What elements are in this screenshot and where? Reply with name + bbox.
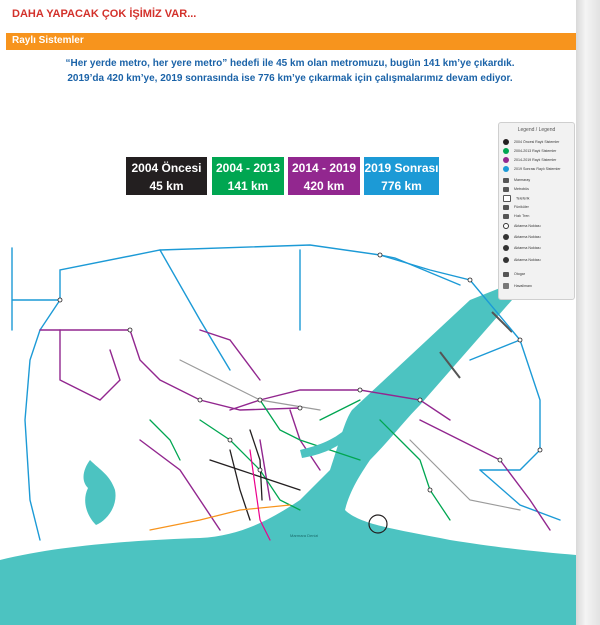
station — [418, 398, 422, 402]
legend-item: Hızlı Tren — [503, 213, 529, 220]
station — [518, 338, 522, 342]
line-blue-mid — [160, 250, 300, 370]
legend-item: 2004 Öncesi Raylı Sistemler — [503, 139, 559, 146]
black-line-dot-icon — [503, 139, 509, 145]
transfer-point-3-icon — [503, 245, 509, 251]
period-value: 45 km — [149, 179, 184, 193]
legend-item: 2004-2013 Raylı Sistemler — [503, 148, 556, 155]
station — [198, 398, 202, 402]
legend-item: Otogar — [503, 271, 525, 278]
period-value: 141 km — [227, 179, 269, 193]
bus-terminal-icon — [503, 272, 509, 277]
station — [378, 253, 382, 257]
lake — [84, 460, 116, 525]
period-value: 776 km — [381, 179, 422, 193]
station — [428, 488, 432, 492]
quote-line-1: “Her yerde metro, her yere metro” hedefi ile 45 km olan metromuzu, bugün 141 km’ye çıkardık. — [65, 58, 515, 69]
station — [298, 406, 302, 410]
metrobus-icon — [503, 187, 509, 192]
period-value: 420 km — [303, 179, 345, 193]
legend-item: 2014-2019 Raylı Sistemler — [503, 157, 556, 164]
legend-item: Marmaray — [503, 177, 530, 184]
station — [498, 458, 502, 462]
legend-item: Aktarma Noktası — [503, 234, 541, 241]
sea-label: Marmara Denizi — [290, 533, 319, 538]
legend-title: Legend / Legend — [517, 127, 556, 133]
blue-line-dot-icon — [503, 166, 509, 172]
airport-icon — [503, 283, 509, 289]
legend-item: Metrobüs — [503, 186, 529, 193]
station — [258, 468, 262, 472]
line-blue-west — [25, 300, 60, 540]
section-title: Raylı Sistemler — [12, 35, 84, 46]
green-line-dot-icon — [503, 148, 509, 154]
period-label: 2014 - 2019 — [291, 161, 357, 175]
station — [228, 438, 232, 442]
station — [258, 398, 262, 402]
station — [128, 328, 132, 332]
transfer-point-icon — [503, 223, 509, 229]
high-speed-train-icon — [503, 214, 509, 219]
purple-line-dot-icon — [503, 157, 509, 163]
transfer-point-4-icon — [503, 257, 509, 263]
transfer-point-2-icon — [503, 234, 509, 240]
line-purple-loop — [60, 330, 120, 400]
line-green-4 — [150, 420, 180, 460]
legend-item: Aktarma Noktası — [503, 257, 541, 264]
legend-item: Teleferik — [503, 195, 529, 202]
page-edge — [576, 0, 600, 625]
legend-item: Havalimanı — [503, 283, 532, 290]
legend-item: Aktarma Noktası — [503, 245, 541, 252]
quote-line-2: 2019’da 420 km’ye, 2019 sonrasında ise 776 km’ye çıkarmak için çalışmalarımız devam ediyor. — [67, 73, 513, 84]
line-blue-north — [12, 245, 460, 330]
station — [468, 278, 472, 282]
funicular-icon — [503, 205, 509, 210]
map-legend — [498, 122, 575, 300]
cable-car-icon — [503, 195, 511, 202]
station — [538, 448, 542, 452]
line-grey-2 — [410, 440, 520, 510]
period-label: 2004 - 2013 — [215, 161, 281, 175]
legend-item: Füniküler — [503, 204, 529, 211]
line-green-1 — [200, 420, 300, 510]
period-label: 2004 Öncesi — [131, 161, 202, 175]
page-title: DAHA YAPACAK ÇOK İŞİMİZ VAR... — [12, 8, 197, 20]
station — [358, 388, 362, 392]
station — [58, 298, 62, 302]
legend-item: Aktarma Noktası — [503, 223, 541, 230]
legend-item: 2019 Sonrası Raylı Sistemler — [503, 166, 561, 173]
bridge-2 — [492, 312, 512, 332]
marmaray-icon — [503, 178, 509, 183]
period-label: 2019 Sonrası — [364, 161, 439, 175]
line-blue-east — [470, 340, 560, 520]
